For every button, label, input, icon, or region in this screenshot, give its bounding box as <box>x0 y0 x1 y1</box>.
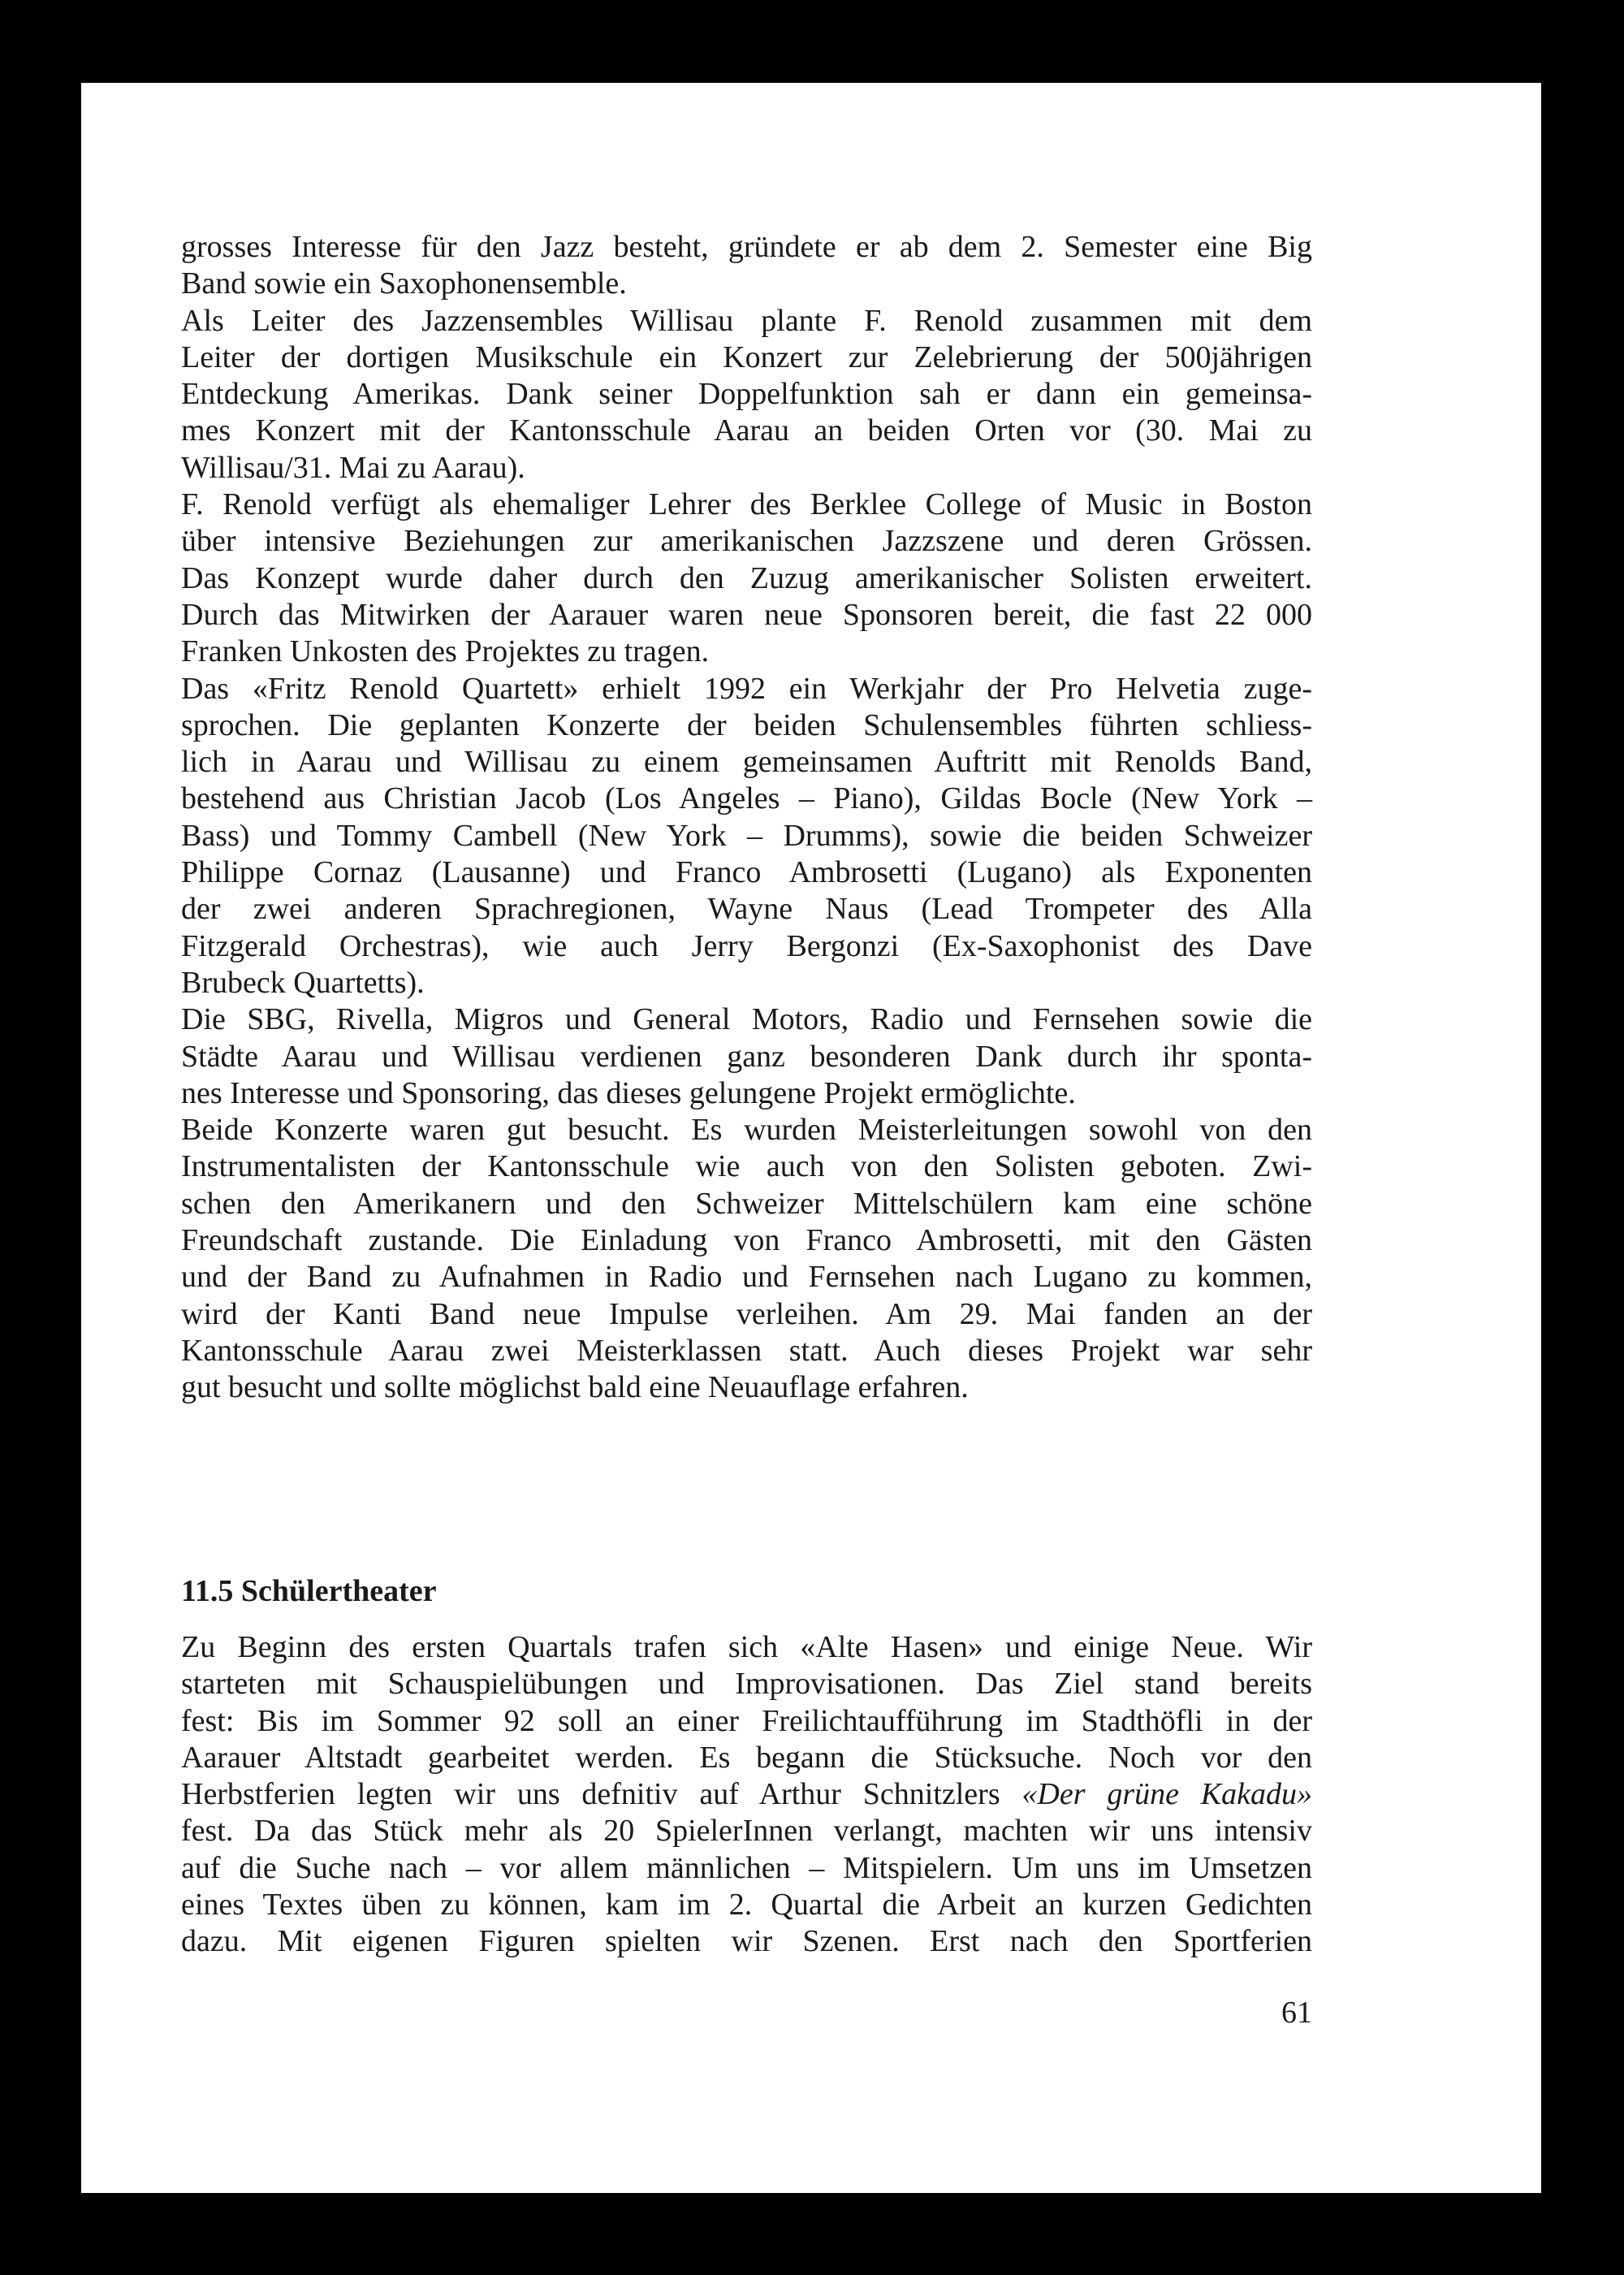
text-line: Durch das Mitwirken der Aarauer waren neue Sponsoren bereit, die fast 22 000 <box>181 597 1312 632</box>
text-line: sprochen. Die geplanten Konzerte der beiden Schulensembles führten schliess- <box>181 707 1312 742</box>
text-line: Leiter der dortigen Musikschule ein Konzert zur Zelebrierung der 500jährigen <box>181 340 1312 374</box>
text-line: der zwei anderen Sprachregionen, Wayne Naus (Lead Trompeter des Alla <box>181 892 1312 927</box>
text-line: fest: Bis im Sommer 92 soll an einer Freilichtaufführung im Stadthöfli in der <box>181 1703 1312 1738</box>
text-line: Kantonsschule Aarau zwei Meisterklassen statt. Auch dieses Projekt war sehr <box>181 1333 1312 1368</box>
text-line: schen den Amerikanern und den Schweizer Mittelschülern kam eine schöne <box>181 1186 1312 1221</box>
text-line: Städte Aarau und Willisau verdienen ganz besonderen Dank durch ihr sponta- <box>181 1039 1312 1074</box>
text-line: nes Interesse und Sponsoring, das dieses gelungene Projekt ermöglichte. <box>181 1075 1076 1110</box>
page-number: 61 <box>1281 1996 1312 2030</box>
text-line: über intensive Beziehungen zur amerikanischen Jazzszene und deren Grössen. <box>181 524 1312 559</box>
text-line: wird der Kanti Band neue Impulse verleihen. Am 29. Mai fanden an der <box>181 1296 1312 1331</box>
text-line: Aarauer Altstadt gearbeitet werden. Es begann die Stücksuche. Noch vor den <box>181 1740 1312 1775</box>
text-line: Fitzgerald Orchestras), wie auch Jerry Bergonzi (Ex-Saxophonist des Dave <box>181 928 1312 963</box>
section-jazz-text <box>181 229 1312 1407</box>
text-line: mes Konzert mit der Kantonsschule Aarau an beiden Orten vor (30. Mai zu <box>181 413 1312 448</box>
text-line: fest. Da das Stück mehr als 20 SpielerInnen verlangt, machten wir uns intensiv <box>181 1814 1312 1849</box>
text-line: eines Textes üben zu können, kam im 2. Quartal die Arbeit an kurzen Gedichten <box>181 1888 1312 1923</box>
text-line: grosses Interesse für den Jazz besteht, gründete er ab dem 2. Semester eine Big <box>181 230 1312 264</box>
text-line: starteten mit Schauspielübungen und Improvisationen. Das Ziel stand bereits <box>181 1667 1312 1702</box>
text-line: bestehend aus Christian Jacob (Los Angeles – Piano), Gildas Bocle (New York – <box>181 781 1312 816</box>
section-heading: 11.5 Schülertheater <box>181 1574 437 1608</box>
text-line: Bass) und Tommy Cambell (New York – Drumms), sowie die beiden Schweizer <box>181 818 1312 853</box>
text-line: Beide Konzerte waren gut besucht. Es wurden Meisterleitungen sowohl von den <box>181 1113 1312 1148</box>
text-line: Die SBG, Rivella, Migros und General Motors, Radio und Fernsehen sowie die <box>181 1002 1312 1037</box>
text-segment: Herbstferien legten wir uns defnitiv auf Arthur Schnitzlers <box>181 1777 1022 1812</box>
text-line: Das «Fritz Renold Quartett» erhielt 1992 ein Werkjahr der Pro Helvetia zuge- <box>181 671 1312 706</box>
text-line: Philippe Cornaz (Lausanne) und Franco Ambrosetti (Lugano) als Exponenten <box>181 855 1312 890</box>
text-line: Das Konzept wurde daher durch den Zuzug amerikanischer Solisten erweitert. <box>181 560 1312 595</box>
text-line: und der Band zu Aufnahmen in Radio und Fernsehen nach Lugano zu kommen, <box>181 1260 1312 1295</box>
text-line: gut besucht und sollte möglichst bald eine Neuauflage erfahren. <box>181 1370 969 1405</box>
text-line: Zu Beginn des ersten Quartals trafen sich «Alte Hasen» und einige Neue. Wir <box>181 1630 1312 1664</box>
text-line: Franken Unkosten des Projektes zu tragen. <box>181 634 710 669</box>
text-line: Brubeck Quartetts). <box>181 965 425 1000</box>
text-line <box>181 1776 1312 1813</box>
text-line: auf die Suche nach – vor allem männlichen – Mitspielern. Um uns im Umsetzen <box>181 1850 1312 1885</box>
text-line: Willisau/31. Mai zu Aarau). <box>181 450 525 485</box>
text-line: Instrumentalisten der Kantonsschule wie auch von den Solisten geboten. Zwi- <box>181 1149 1312 1184</box>
text-line: Entdeckung Amerikas. Dank seiner Doppelfunktion sah er dann ein gemeinsa- <box>181 377 1312 412</box>
section-theater-text <box>181 1629 1312 1961</box>
text-line: Freundschaft zustande. Die Einladung von Franco Ambrosetti, mit den Gästen <box>181 1223 1312 1258</box>
text-line: lich in Aarau und Willisau zu einem gemeinsamen Auftritt mit Renolds Band, <box>181 745 1312 780</box>
text-line: F. Renold verfügt als ehemaliger Lehrer des Berklee College of Music in Boston <box>181 487 1312 522</box>
text-line: Als Leiter des Jazzensembles Willisau plante F. Renold zusammen mit dem <box>181 303 1312 338</box>
text-line: Band sowie ein Saxophonensemble. <box>181 266 627 301</box>
text-line: dazu. Mit eigenen Figuren spielten wir Szenen. Erst nach den Sportferien <box>181 1924 1312 1959</box>
italic-title: «Der grüne Kakadu» <box>1021 1777 1312 1812</box>
